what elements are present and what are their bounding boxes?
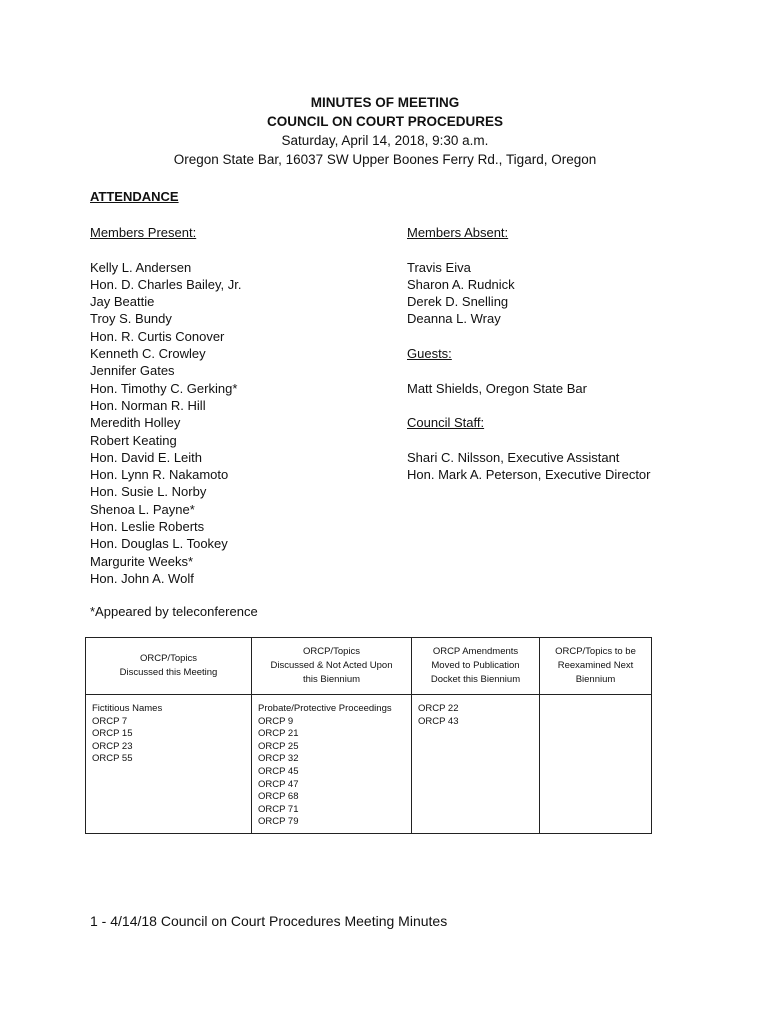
- table-header-cell: [86, 638, 252, 695]
- member-name: Hon. Douglas L. Tookey: [90, 536, 228, 552]
- header-text-line: ORCP Amendments: [432, 646, 519, 657]
- topic-item: ORCP 43: [418, 715, 459, 727]
- orcp-topics-table: [85, 637, 652, 834]
- absent-member-name: Sharon A. Rudnick: [407, 276, 515, 292]
- table-cell: [86, 695, 252, 834]
- meeting-date: Saturday, April 14, 2018, 9:30 a.m.: [281, 133, 489, 148]
- topic-item: ORCP 15: [92, 728, 133, 740]
- topic-item: ORCP 7: [92, 715, 128, 727]
- topic-item: ORCP 9: [258, 715, 294, 727]
- members-present-column: [90, 224, 241, 587]
- absent-member-name: Derek D. Snelling: [407, 294, 509, 310]
- member-name: Jennifer Gates: [90, 363, 175, 379]
- table-cell: [540, 695, 652, 834]
- table-header-cell: [540, 638, 652, 695]
- member-name: Kelly L. Andersen: [90, 259, 192, 275]
- header-text-line: Moved to Publication: [431, 660, 520, 671]
- member-name: Troy S. Bundy: [90, 311, 172, 327]
- topic-item: ORCP 32: [258, 753, 299, 765]
- member-name: Hon. John A. Wolf: [90, 570, 194, 586]
- member-name: Shenoa L. Payne*: [90, 501, 195, 517]
- table-cell: [412, 695, 540, 834]
- header-text-line: ORCP/Topics: [302, 646, 360, 657]
- header-text-line: this Biennium: [302, 674, 361, 685]
- council-staff-list: [407, 449, 650, 484]
- member-name: Robert Keating: [90, 432, 177, 448]
- member-name: Hon. R. Curtis Conover: [90, 328, 225, 344]
- member-name: Margurite Weeks*: [90, 553, 194, 569]
- topic-item: ORCP 45: [258, 765, 299, 777]
- members-present-list: [90, 259, 241, 588]
- topic-item: ORCP 22: [418, 703, 459, 714]
- topic-item: Probate/Protective Proceedings: [258, 703, 392, 714]
- header-text-line: Discussed this Meeting: [119, 667, 218, 678]
- attendance-heading: ATTENDANCE: [90, 189, 179, 204]
- topic-item: ORCP 79: [258, 816, 299, 828]
- meeting-location: Oregon State Bar, 16037 SW Upper Boones Ferry Rd., Tigard, Oregon: [173, 152, 597, 167]
- members-absent-label: Members Absent:: [407, 225, 509, 240]
- absent-member-name: Deanna L. Wray: [407, 311, 501, 327]
- topic-item: ORCP 21: [258, 728, 299, 740]
- member-name: Jay Beattie: [90, 294, 155, 310]
- member-name: Meredith Holley: [90, 415, 181, 431]
- staff-name: Shari C. Nilsson, Executive Assistant: [407, 449, 620, 465]
- table-cell: [252, 695, 412, 834]
- header-text-line: Reexamined Next: [557, 660, 634, 671]
- header-text-line: ORCP/Topics to be: [555, 646, 636, 657]
- members-present-label: Members Present:: [90, 225, 197, 240]
- table-header-cell: [252, 638, 412, 695]
- member-name: Hon. Susie L. Norby: [90, 484, 207, 500]
- header-text-line: ORCP/Topics: [139, 653, 197, 664]
- member-name: Kenneth C. Crowley: [90, 346, 206, 362]
- topic-item: Fictitious Names: [92, 703, 163, 714]
- table-row: [86, 695, 652, 834]
- guests-label: Guests:: [407, 346, 452, 362]
- council-staff-label: Council Staff:: [407, 415, 485, 431]
- topic-item: ORCP 68: [258, 791, 299, 803]
- page-footer: 1 - 4/14/18 Council on Court Procedures Meeting Minutes: [90, 913, 448, 929]
- topic-item: ORCP 23: [92, 740, 133, 752]
- member-name: Hon. Lynn R. Nakamoto: [90, 467, 229, 483]
- topic-item: ORCP 47: [258, 778, 299, 790]
- teleconference-note: *Appeared by teleconference: [90, 604, 258, 619]
- absent-member-name: Travis Eiva: [407, 259, 471, 275]
- header-text-line: Discussed & Not Acted Upon: [270, 660, 393, 671]
- topic-item: ORCP 25: [258, 740, 299, 752]
- member-name: Hon. D. Charles Bailey, Jr.: [90, 276, 242, 292]
- members-absent-list: [407, 259, 650, 328]
- member-name: Hon. Norman R. Hill: [90, 397, 206, 413]
- member-name: Hon. Leslie Roberts: [90, 519, 205, 535]
- guest-name: Matt Shields, Oregon State Bar: [407, 380, 587, 396]
- member-name: Hon. David E. Leith: [90, 449, 203, 465]
- members-absent-column: [407, 224, 650, 483]
- member-name: Hon. Timothy C. Gerking*: [90, 380, 238, 396]
- topic-item: ORCP 71: [258, 803, 299, 815]
- topic-item: ORCP 55: [92, 753, 133, 765]
- header-text-line: Docket this Biennium: [430, 674, 521, 685]
- doc-title: MINUTES OF MEETING: [310, 95, 460, 110]
- doc-organization: COUNCIL ON COURT PROCEDURES: [266, 114, 503, 129]
- guests-list: [407, 380, 650, 397]
- header-text-line: Biennium: [575, 674, 616, 685]
- table-header-row: [86, 638, 652, 695]
- document-header: [0, 93, 770, 169]
- staff-name: Hon. Mark A. Peterson, Executive Director: [407, 467, 651, 483]
- table-header-cell: [412, 638, 540, 695]
